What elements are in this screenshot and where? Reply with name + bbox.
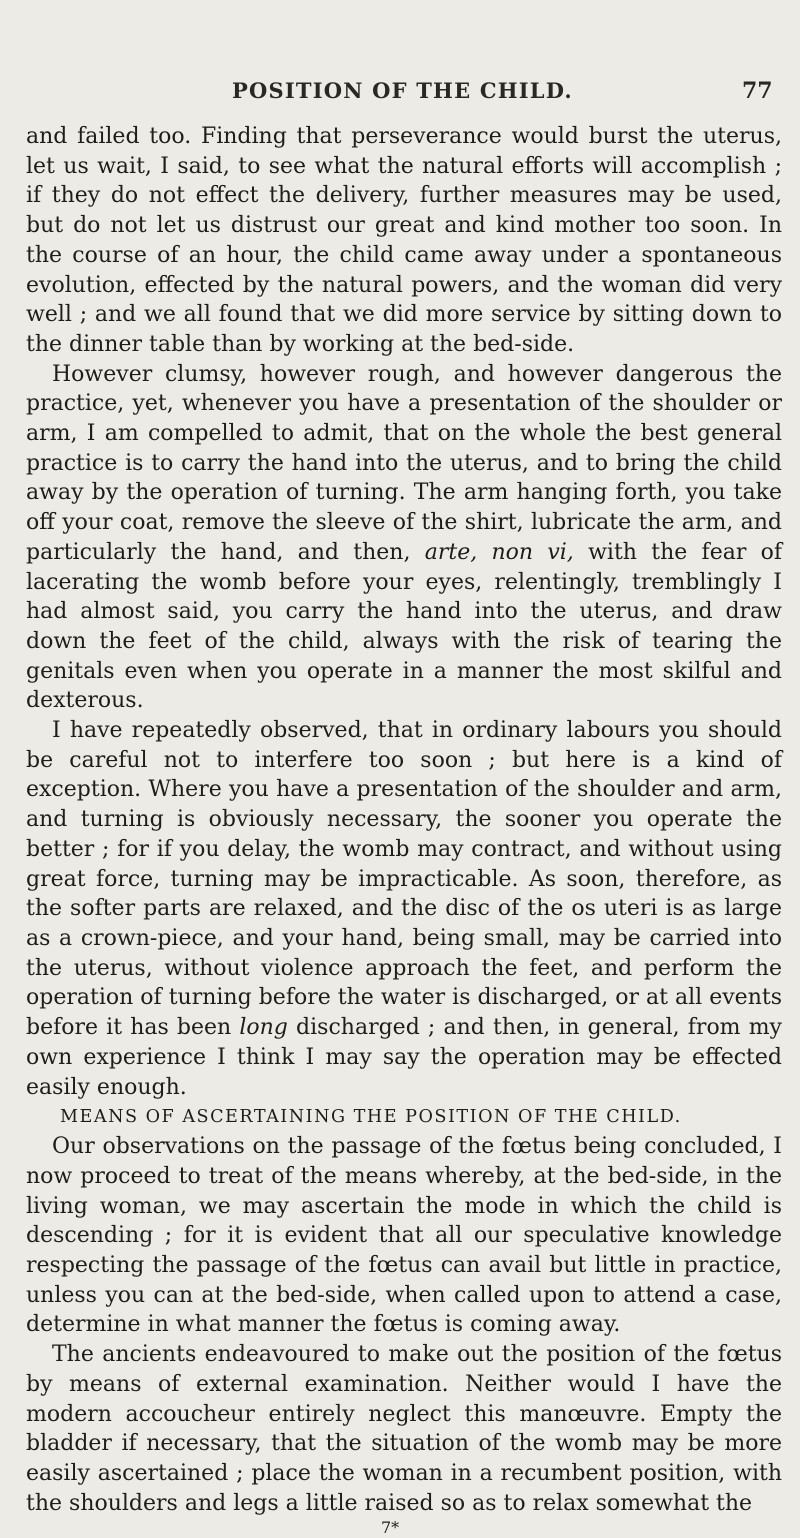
signature-mark: 7* — [381, 1518, 400, 1538]
paragraph-2-text-a: However clumsy, however rough, and however dangerous the practice, yet, whenever you have a presentation of the shoulder or arm, I am compelled to admit, that on the whole the best general practice is to carry the hand into the uterus, and to bring the child away by the operation of turning. The arm hanging forth, you take off your coat, remove the sleeve of the shirt, lubricate the arm, and particularly the hand, and then, — [26, 361, 782, 565]
body-text — [26, 122, 782, 1538]
paragraph-2 — [26, 360, 782, 716]
running-head: POSITION OF THE CHILD. — [232, 78, 573, 103]
paragraph-3 — [26, 716, 782, 1102]
emphasis-long: long — [239, 1015, 288, 1041]
section-heading: MEANS OF ASCERTAINING THE POSITION OF THE CHILD. — [60, 1107, 682, 1128]
latin-phrase: arte, non vi, — [424, 539, 574, 565]
page-number: 77 — [742, 78, 773, 104]
paragraph-1-text: and failed too. Finding that perseverance would burst the uterus, let us wait, I said, to see what the natural efforts will accomplish ; if they do not effect the delivery, further measures may be used, but do not let us distrust our great and kind mother too soon. In the course of an hour, the child came away under a spontaneous evolution, effected by the natural powers, and the woman did very well ; and we all found that we did more service by sitting down to the dinner table than by working at the bed-side. — [26, 124, 782, 357]
paragraph-3-text-b: discharged ; and then, in general, from my own experience I think I may say the operation may be effected easily enough. — [26, 1015, 782, 1100]
paragraph-4: Our observations on the passage of the fœtus being concluded, I now proceed to treat of the means whereby, at the bed-side, in the living woman, we may ascertain the mode in which the child is descending ; for it is evident that all our speculative knowledge respecting the passage of the fœtus can avail but little in practice, unless you can at the bed-side, when called upon to attend a case, determine in what manner the fœtus is coming away. — [26, 1134, 782, 1338]
paragraph-5: The ancients endeavoured to make out the position of the fœtus by means of external examination. Neither would I have the modern accoucheur entirely neglect this manœuvre. Empty the bladder if necessary, that the situation of the womb may be more easily ascertained ; place the woman in a recumbent position, with the shoulders and legs a little raised so as to relax somewhat the — [26, 1342, 782, 1516]
paragraph-3-text-a: I have repeatedly observed, that in ordinary labours you should be careful not to interfere too soon ; but here is a kind of exception. Where you have a presentation of the shoulder and arm, and turning is obviously necessary, the sooner you operate the better ; for if you delay, the womb may contract, and without using great force, turning may be impracticable. As soon, therefore, as the softer parts are relaxed, and the disc of the os uteri is as large as a crown-piece, and your hand, being small, may be carried into the uterus, without violence approach the feet, and perform the operation of turning before the water is discharged, or at all events before it has been — [26, 718, 782, 1041]
page-header — [0, 78, 800, 108]
paragraph-2-text-b: with the fear of lacerating the womb before your eyes, relentingly, tremblingly I had almost said, you carry the hand into the uterus, and draw down the feet of the child, always with the risk of tearing the genitals even when you operate in a manner the most skilful and dexterous. — [26, 539, 783, 714]
paragraph-1 — [26, 122, 782, 360]
